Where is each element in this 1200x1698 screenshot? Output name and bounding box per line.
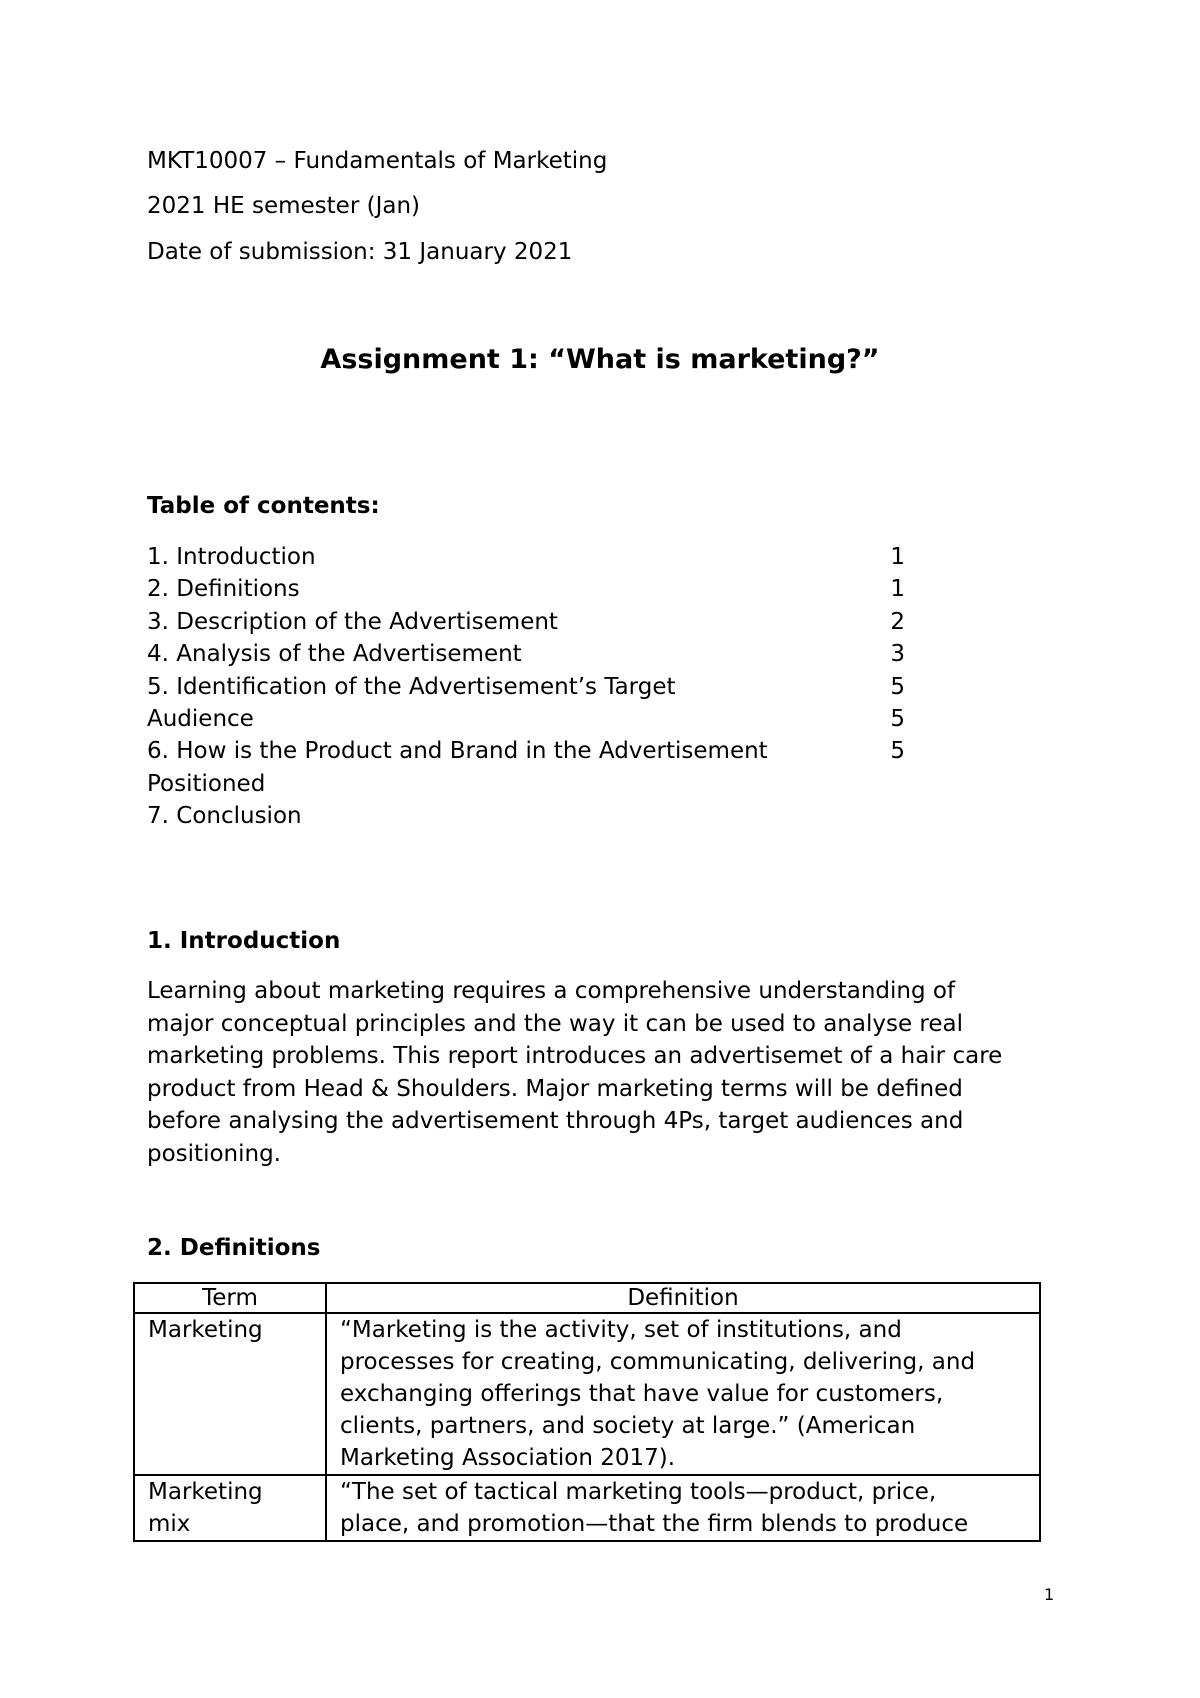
- term-cell: [134, 1475, 326, 1541]
- definition-line: clients, partners, and society at large.” (American: [340, 1413, 916, 1439]
- table-row: [134, 1313, 1040, 1475]
- toc-entry[interactable]: [147, 541, 917, 573]
- toc-entry-page: 5: [890, 673, 905, 700]
- toc-entry-page: [875, 800, 917, 832]
- definition-line: Marketing Association 2017).: [340, 1445, 676, 1471]
- definition-line: “The set of tactical marketing tools—product, price,: [340, 1479, 937, 1505]
- paragraph-line: before analysing the advertisement through 4Ps, target audiences and: [147, 1108, 964, 1134]
- paragraph-line: major conceptual principles and the way it can be used to analyse real: [147, 1010, 963, 1037]
- definition-line: exchanging offerings that have value for customers,: [340, 1381, 944, 1407]
- definition-line: processes for creating, communicating, delivering, and: [340, 1349, 976, 1375]
- toc-entry-label: 4. Analysis of the Advertisement: [147, 641, 522, 668]
- toc-entry-label: Audience: [147, 705, 254, 732]
- paragraph-line: product from Head & Shoulders. Major marketing terms will be defined: [147, 1075, 963, 1102]
- column-header-term: Term: [134, 1283, 326, 1313]
- toc-entry[interactable]: [147, 606, 917, 638]
- toc-entry[interactable]: [147, 768, 917, 800]
- toc-entry-label: 7. Conclusion: [147, 803, 302, 830]
- definition-line: place, and promotion—that the firm blends to produce: [340, 1511, 969, 1537]
- term-cell: [134, 1313, 326, 1475]
- course-title: MKT10007 – Fundamentals of Marketing: [147, 148, 608, 174]
- term-text: Marketing: [148, 1479, 263, 1505]
- toc-entry-page: 3: [890, 641, 905, 668]
- submission-date: Date of submission: 31 January 2021: [147, 239, 573, 265]
- toc-entry-page: 1: [890, 576, 905, 603]
- toc-entry-label: 2. Definitions: [147, 576, 300, 603]
- toc-entry-page: 1: [890, 544, 905, 570]
- definition-cell: [326, 1313, 1040, 1475]
- toc-entry[interactable]: [147, 735, 917, 767]
- definitions-heading: 2. Definitions: [147, 1235, 321, 1261]
- toc-entry[interactable]: [147, 800, 917, 832]
- toc-heading: Table of contents:: [147, 493, 380, 519]
- toc-entry[interactable]: [147, 638, 917, 670]
- definitions-table: [133, 1282, 1041, 1542]
- toc-entry[interactable]: [147, 703, 917, 735]
- definition-cell: [326, 1475, 1040, 1541]
- toc-entry-label: 6. How is the Product and Brand in the Advertisement: [147, 738, 768, 765]
- assignment-title: Assignment 1: “What is marketing?”: [320, 344, 880, 375]
- toc-entry-page: [875, 768, 917, 800]
- toc-entry-page: 2: [890, 608, 905, 635]
- semester-line: 2021 HE semester (Jan): [147, 193, 420, 219]
- column-header-definition: Definition: [326, 1283, 1040, 1313]
- paragraph-line: positioning.: [147, 1140, 281, 1167]
- toc-entry-page: 5: [890, 705, 905, 732]
- paragraph-line: Learning about marketing requires a comprehensive understanding of: [147, 978, 956, 1004]
- term-text: mix: [148, 1511, 191, 1537]
- toc-entry-label: 5. Identification of the Advertisement’s Target: [147, 673, 676, 700]
- table-header-row: [134, 1283, 1040, 1313]
- toc-entry-page: 5: [890, 738, 905, 765]
- definition-line: “Marketing is the activity, set of institutions, and: [340, 1317, 902, 1343]
- toc-entry-label: Positioned: [147, 770, 266, 797]
- paragraph-line: marketing problems. This report introduces an advertisemet of a hair care: [147, 1043, 1003, 1069]
- table-of-contents: [147, 541, 917, 833]
- toc-entry-label: 1. Introduction: [147, 544, 316, 570]
- toc-entry-label: 3. Description of the Advertisement: [147, 608, 558, 635]
- term-text: Marketing: [148, 1317, 263, 1343]
- introduction-heading: 1. Introduction: [147, 928, 341, 954]
- toc-entry[interactable]: [147, 573, 917, 605]
- table-row: [134, 1475, 1040, 1541]
- introduction-paragraph: [147, 975, 1077, 1170]
- toc-entry[interactable]: [147, 671, 917, 703]
- page-number: 1: [1044, 1585, 1055, 1604]
